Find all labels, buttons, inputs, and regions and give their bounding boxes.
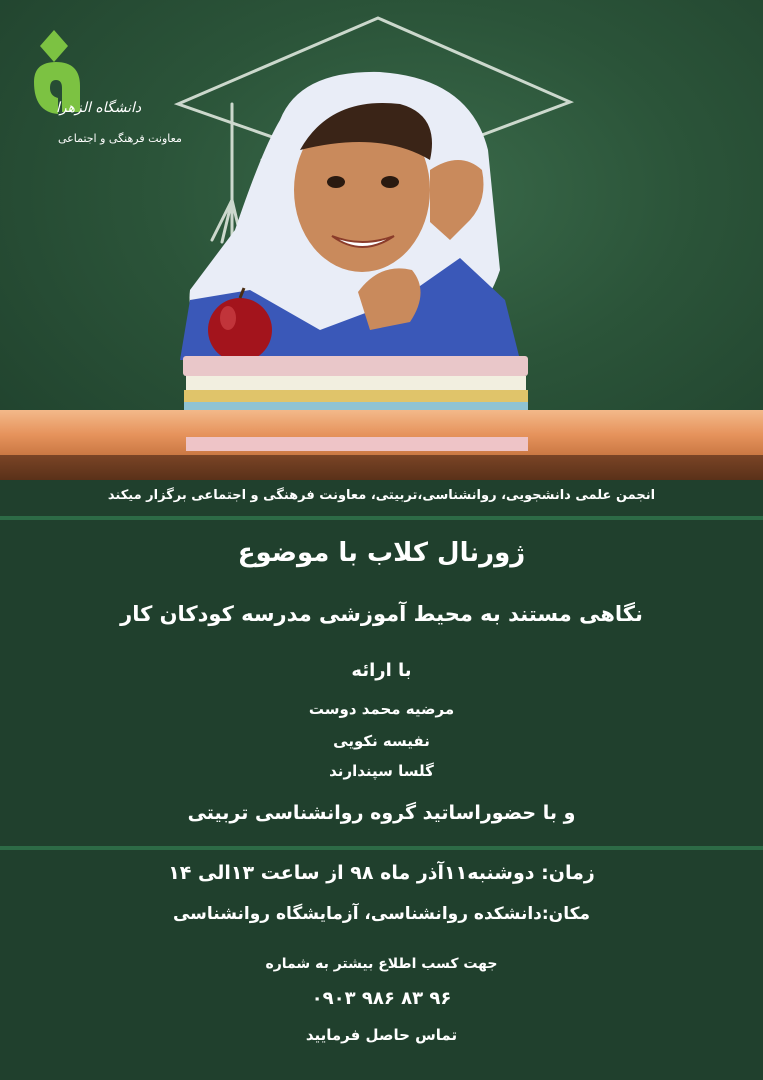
event-subtitle: نگاهی مستند به محیط آموزشی مدرسه کودکان کار bbox=[120, 602, 643, 626]
phone-number: ۰۹۰۳ ۹۸۶ ۸۳ ۹۶ bbox=[311, 988, 452, 1009]
presented-by-label: با ارائه bbox=[351, 660, 412, 681]
event-title: ژورنال کلاب با موضوع bbox=[237, 538, 526, 568]
info-line: جهت کسب اطلاع بیشتر به شماره bbox=[265, 956, 498, 972]
separator-bottom bbox=[0, 846, 763, 850]
presenter-name: مرضیه محمد دوست bbox=[308, 700, 455, 718]
event-time: زمان: دوشنبه۱۱آذر ماه ۹۸ از ساعت ۱۳الی ۱۴ bbox=[168, 862, 595, 884]
presenter-name: نفیسه نکویی bbox=[333, 732, 430, 750]
book bbox=[183, 356, 528, 376]
book bbox=[186, 437, 528, 451]
logo-university-name: دانشگاه الزهرا bbox=[56, 100, 142, 116]
desk-edge bbox=[0, 455, 763, 480]
book bbox=[186, 376, 526, 390]
logo-department-name: معاونت فرهنگی و اجتماعی bbox=[58, 132, 182, 145]
presenter-name: گلسا سپندارند bbox=[329, 762, 434, 780]
separator-top bbox=[0, 516, 763, 520]
faculty-note: و با حضوراساتید گروه روانشناسی تربیتی bbox=[187, 802, 576, 824]
contact-line: تماس حاصل فرمایید bbox=[305, 1026, 458, 1044]
book bbox=[184, 390, 528, 402]
organizer-line: انجمن علمی دانشجویی، روانشناسی،تربیتی، معاونت فرهنگی و اجتماعی برگزار میکند bbox=[107, 488, 656, 503]
hero-photo bbox=[0, 0, 763, 480]
event-place: مکان:دانشکده روانشناسی، آزمایشگاه روانشناسی bbox=[172, 904, 590, 924]
